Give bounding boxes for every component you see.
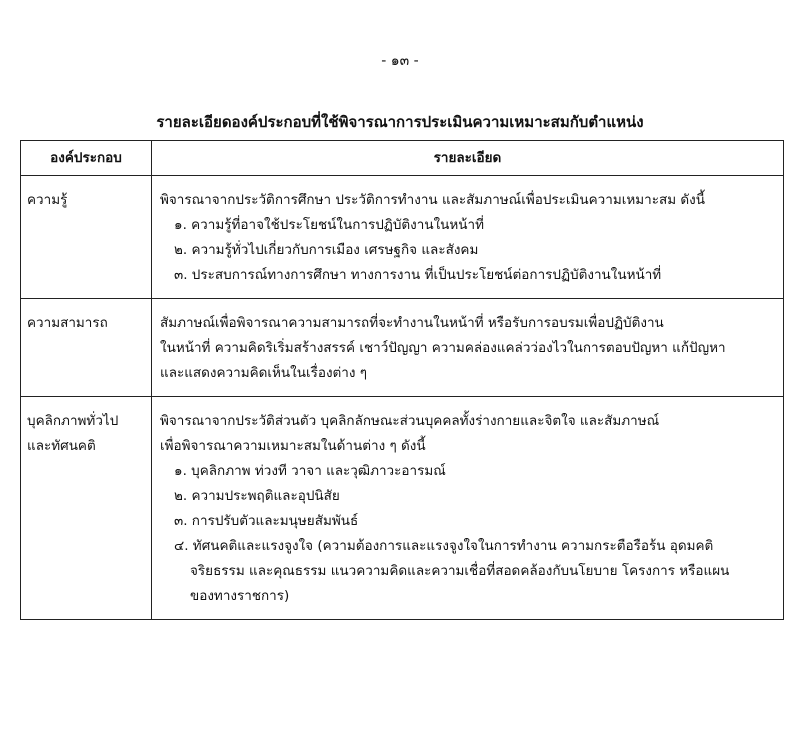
page-number: - ๑๓ - [381, 53, 419, 69]
table-header-row [21, 141, 784, 176]
component-label: ความรู้ [27, 192, 68, 208]
header-component: องค์ประกอบ [21, 141, 152, 176]
details-item-continuation: จริยธรรม และคุณธรรม แนวความคิดและความเชื่อที่สอดคล้องกับนโยบาย โครงการ หรือแผน [190, 563, 730, 579]
header-details: รายละเอียด [152, 141, 784, 176]
details-intro: และแสดงความคิดเห็นในเรื่องต่าง ๆ [160, 365, 368, 381]
table-row-personality [21, 397, 784, 620]
details-intro: เพื่อพิจารณาความเหมาะสมในด้านต่าง ๆ ดังนี้ [160, 438, 426, 454]
details-cell [152, 176, 784, 299]
details-item: ๑. ความรู้ที่อาจใช้ประโยชน์ในการปฏิบัติงานในหน้าที่ [174, 217, 484, 233]
details-intro: ในหน้าที่ ความคิดริเริ่มสร้างสรรค์ เชาว์ปัญญา ความคล่องแคล่วว่องไวในการตอบปัญหา แก้ปัญหา [160, 340, 726, 356]
component-label: ความสามารถ [27, 315, 108, 331]
component-label: และทัศนคติ [27, 438, 96, 454]
document-title: รายละเอียดองค์ประกอบที่ใช้พิจารณาการประเมินความเหมาะสมกับตำแหน่ง [156, 113, 644, 131]
details-intro: พิจารณาจากประวัติการศึกษา ประวัติการทำงาน และสัมภาษณ์เพื่อประเมินความเหมาะสม ดังนี้ [160, 192, 705, 208]
table-row-ability [21, 299, 784, 397]
component-cell [21, 397, 152, 620]
details-cell [152, 299, 784, 397]
component-label: บุคลิกภาพทั่วไป [27, 413, 119, 429]
details-item: ๒. ความรู้ทั่วไปเกี่ยวกับการเมือง เศรษฐกิจ และสังคม [174, 242, 479, 258]
details-item: ๑. บุคลิกภาพ ท่วงที วาจา และวุฒิภาวะอารมณ์ [174, 463, 446, 479]
table-row-knowledge [21, 176, 784, 299]
component-cell [21, 176, 152, 299]
details-intro: พิจารณาจากประวัติส่วนตัว บุคลิกลักษณะส่วนบุคคลทั้งร่างกายและจิตใจ และสัมภาษณ์ [160, 413, 660, 429]
details-cell [152, 397, 784, 620]
details-item: ๔. ทัศนคติและแรงจูงใจ (ความต้องการและแรงจูงใจในการทำงาน ความกระตือรือร้น อุดมคติ [174, 538, 714, 554]
details-item-continuation: ของทางราชการ) [190, 588, 290, 604]
criteria-table [20, 140, 784, 620]
details-intro: สัมภาษณ์เพื่อพิจารณาความสามารถที่จะทำงานในหน้าที่ หรือรับการอบรมเพื่อปฏิบัติงาน [160, 315, 664, 331]
component-cell [21, 299, 152, 397]
details-item: ๓. การปรับตัวและมนุษยสัมพันธ์ [174, 513, 359, 529]
details-item: ๒. ความประพฤติและอุปนิสัย [174, 488, 340, 504]
details-item: ๓. ประสบการณ์ทางการศึกษา ทางการงาน ที่เป็นประโยชน์ต่อการปฏิบัติงานในหน้าที่ [174, 267, 662, 283]
